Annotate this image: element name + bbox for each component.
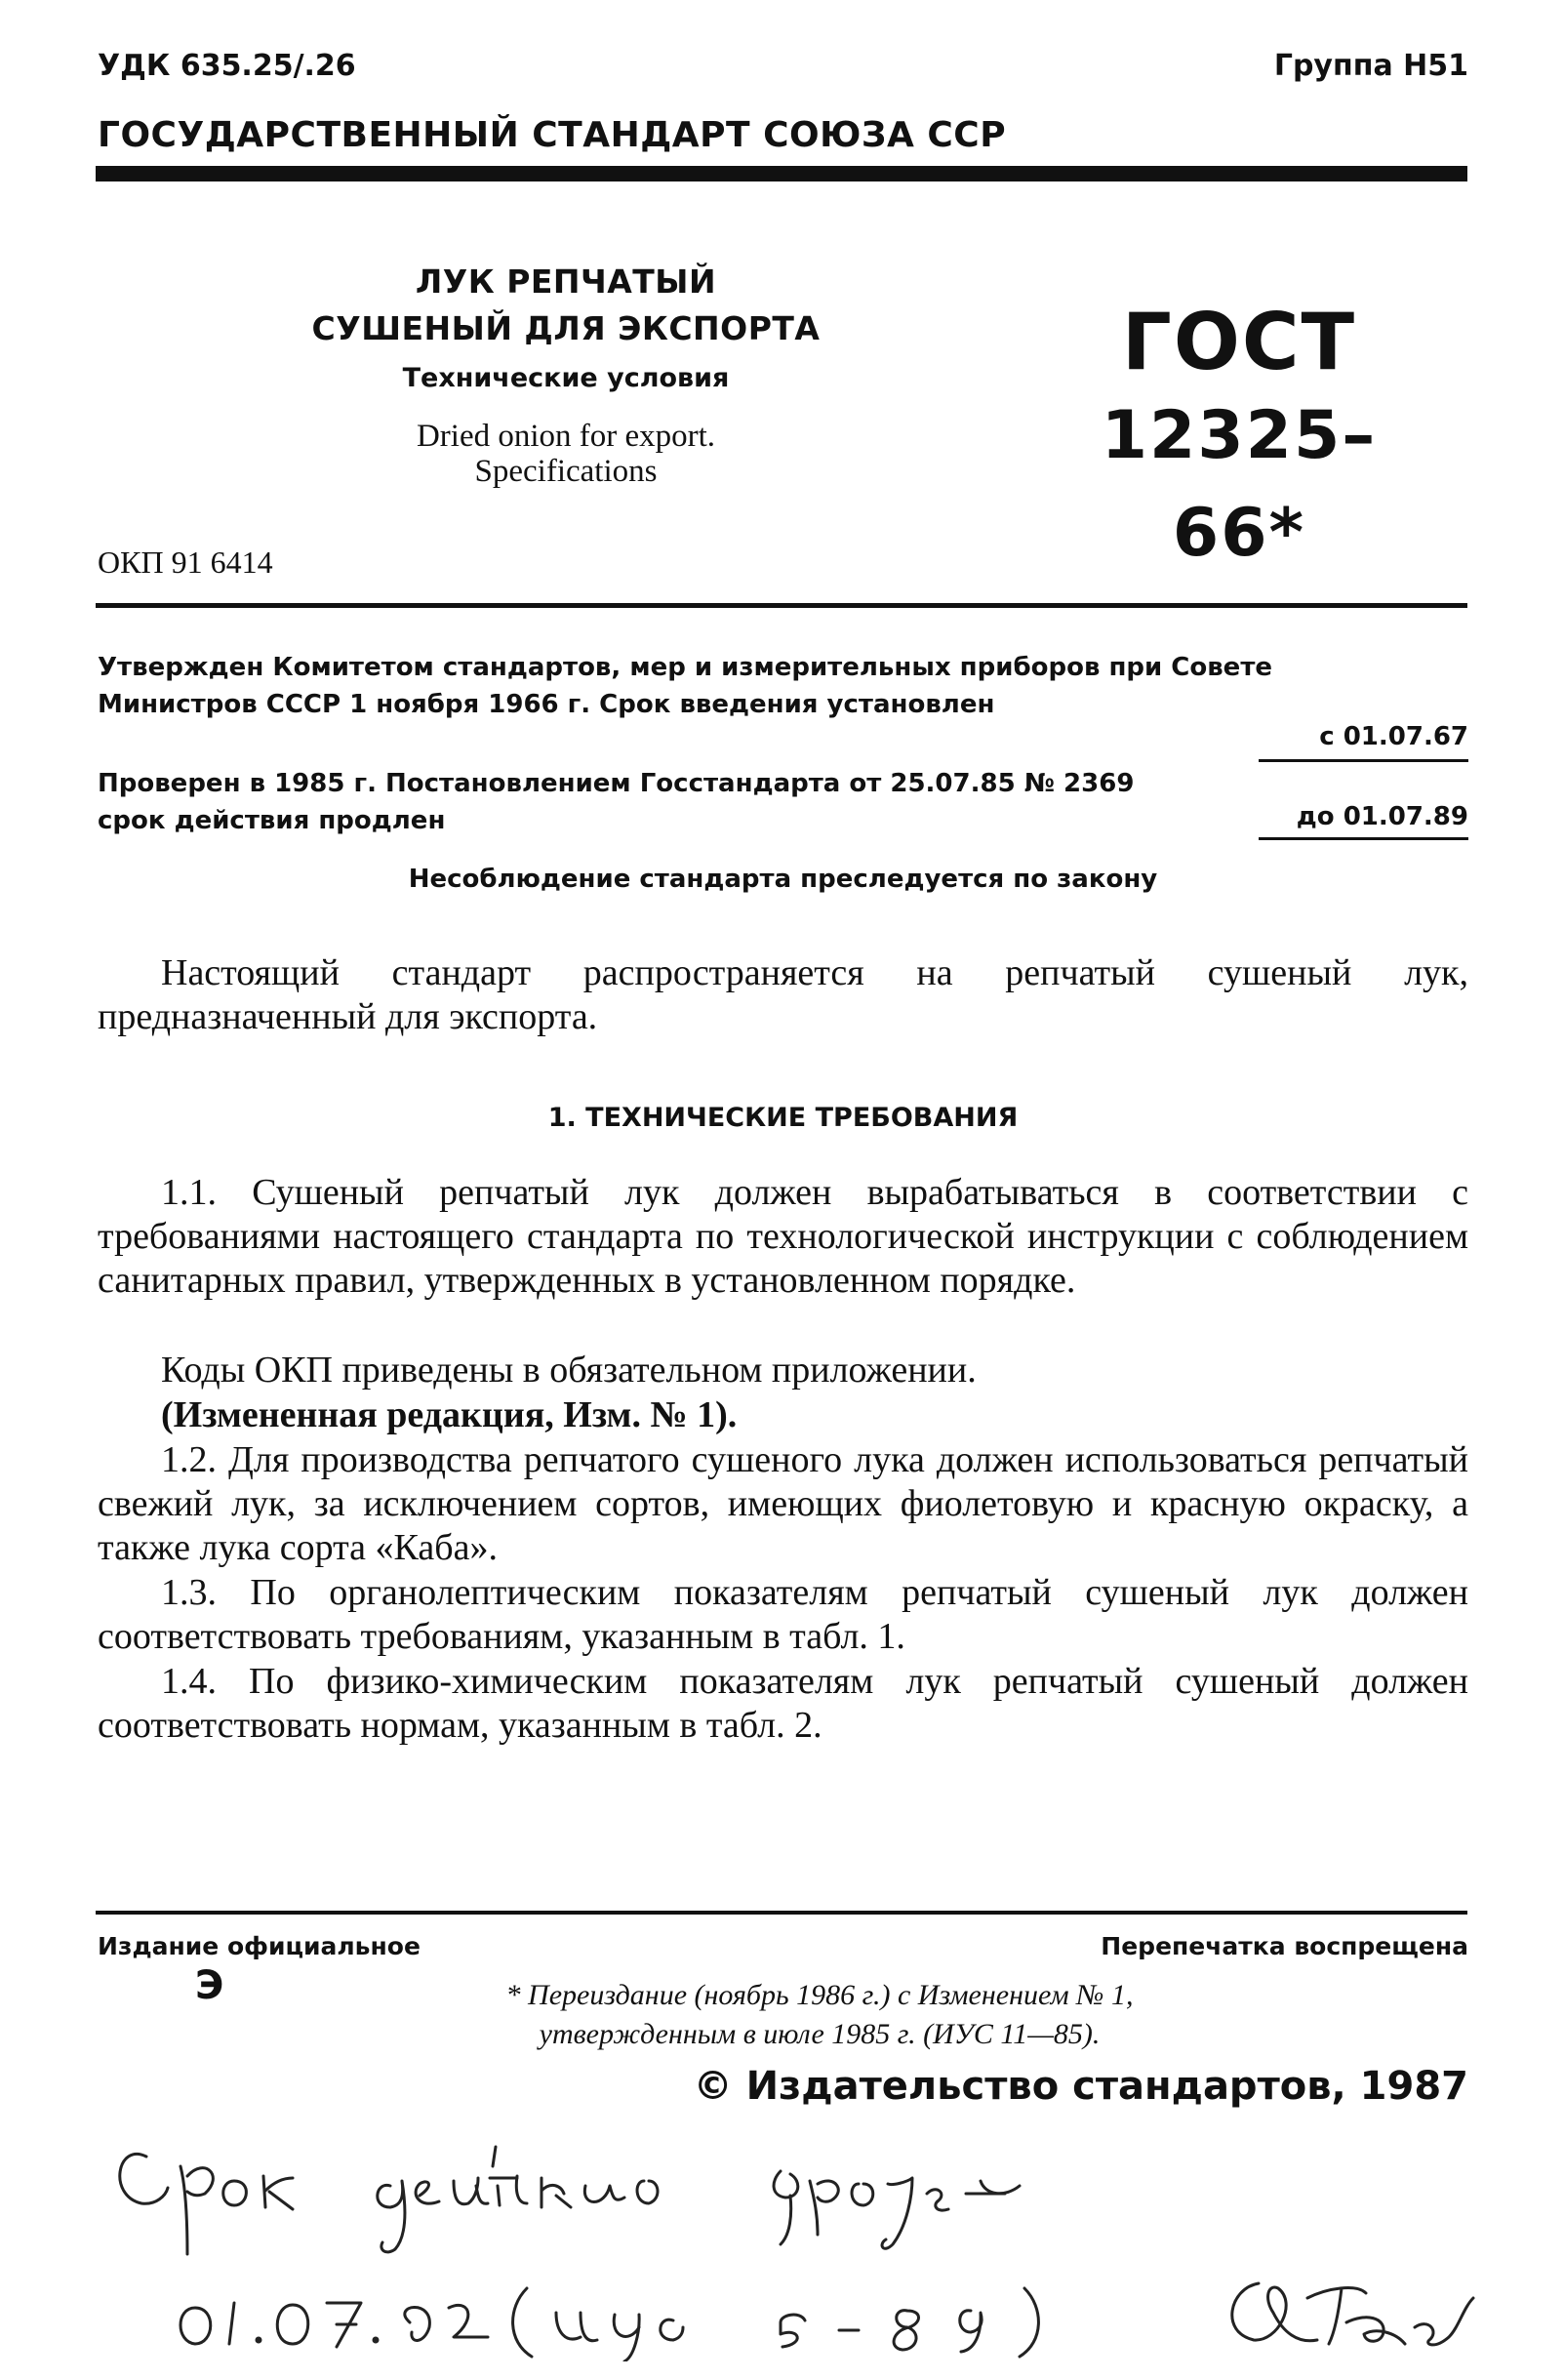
okp-codes-note: Коды ОКП приведены в обязательном приложении. bbox=[161, 1350, 977, 1391]
paragraph-1-3: 1.3. По органолептическим показателям репчатый сушеный лук должен соответствовать требованиям, указанным в табл. 1. bbox=[98, 1572, 1468, 1657]
intro-date-rule bbox=[1259, 759, 1468, 762]
title-block bbox=[293, 259, 839, 489]
intro-date: с 01.07.67 bbox=[1319, 722, 1468, 751]
title-line-2: СУШЕНЫЙ ДЛЯ ЭКСПОРТА bbox=[311, 309, 821, 347]
okp-code: ОКП 91 6414 bbox=[98, 545, 273, 580]
title-line-1: ЛУК РЕПЧАТЫЙ bbox=[415, 262, 717, 301]
udc-code: УДК 635.25/.26 bbox=[98, 49, 356, 83]
copyright: © Издательство стандартов, 1987 bbox=[693, 2064, 1468, 2109]
edition-mark: Э bbox=[195, 1963, 224, 2008]
approval-line-2: Министров СССР 1 ноября 1966 г. Срок введения установлен bbox=[98, 690, 995, 719]
reprint-prohibited: Перепечатка воспрещена bbox=[1101, 1932, 1468, 1960]
revision-note: (Измененная редакция, Изм. № 1). bbox=[161, 1394, 738, 1435]
legal-warning: Несоблюдение стандарта преследуется по закону bbox=[408, 865, 1158, 894]
header-rule bbox=[96, 166, 1467, 182]
approval-text bbox=[98, 649, 1464, 723]
scope-paragraph: Настоящий стандарт распространяется на репчатый сушеный лук, предназначенный для экспорта. bbox=[98, 952, 1468, 1037]
gost-label: ГОСТ bbox=[1121, 297, 1357, 387]
title-subtitle: Технические условия bbox=[402, 363, 730, 393]
group-code: Группа Н51 bbox=[1273, 49, 1468, 83]
title-rule bbox=[96, 603, 1467, 608]
checked-line-1: Проверен в 1985 г. Постановлением Госстандарта от 25.07.85 № 2369 bbox=[98, 769, 1135, 798]
handwritten-extension-note bbox=[98, 2088, 1542, 2361]
official-edition: Издание официальное bbox=[98, 1932, 421, 1960]
section-title: 1. ТЕХНИЧЕСКИЕ ТРЕБОВАНИЯ bbox=[547, 1103, 1019, 1133]
paragraph-1-1: 1.1. Сушеный репчатый лук должен вырабатываться в соответствии с требованиями настоящего стандарта по технологической инструкции с соблюдением санитарных правил, утвержденных в установленном порядке. bbox=[98, 1172, 1468, 1301]
title-english-1: Dried onion for export. bbox=[416, 419, 716, 454]
checked-text bbox=[98, 765, 1229, 839]
reissue-footnote bbox=[332, 1976, 1307, 2054]
valid-until-date: до 01.07.89 bbox=[1296, 802, 1468, 831]
gost-number: 12325–66* bbox=[1101, 397, 1378, 572]
paragraph-1-4: 1.4. По физико-химическим показателям лук репчатый сушеный должен соответствовать нормам, указанным в табл. 2. bbox=[98, 1661, 1468, 1746]
gost-designation bbox=[1073, 298, 1405, 583]
banner-text: ГОСУДАРСТВЕННЫЙ СТАНДАРТ СОЮЗА ССР bbox=[98, 115, 1007, 155]
footnote-line-1: * Переиздание (ноябрь 1986 г.) с Изменением № 1, bbox=[505, 1979, 1134, 2011]
handwriting-drawing bbox=[98, 2088, 1542, 2361]
paragraph-1-2: 1.2. Для производства репчатого сушеного лука должен использоваться репчатый свежий лук, за исключением сортов, имеющих фиолетовую и красную окраску, а также лука сорта «Каба». bbox=[98, 1439, 1468, 1568]
approval-line-1: Утвержден Комитетом стандартов, мер и измерительных приборов при Совете bbox=[98, 653, 1273, 682]
footnote-line-2: утвержденным в июле 1985 г. (ИУС 11—85). bbox=[539, 2018, 1101, 2050]
valid-until-rule bbox=[1259, 837, 1468, 840]
checked-line-2: срок действия продлен bbox=[98, 806, 446, 835]
footer-rule bbox=[96, 1911, 1467, 1915]
state-standard-banner bbox=[98, 115, 1468, 155]
title-english-2: Specifications bbox=[474, 454, 658, 489]
